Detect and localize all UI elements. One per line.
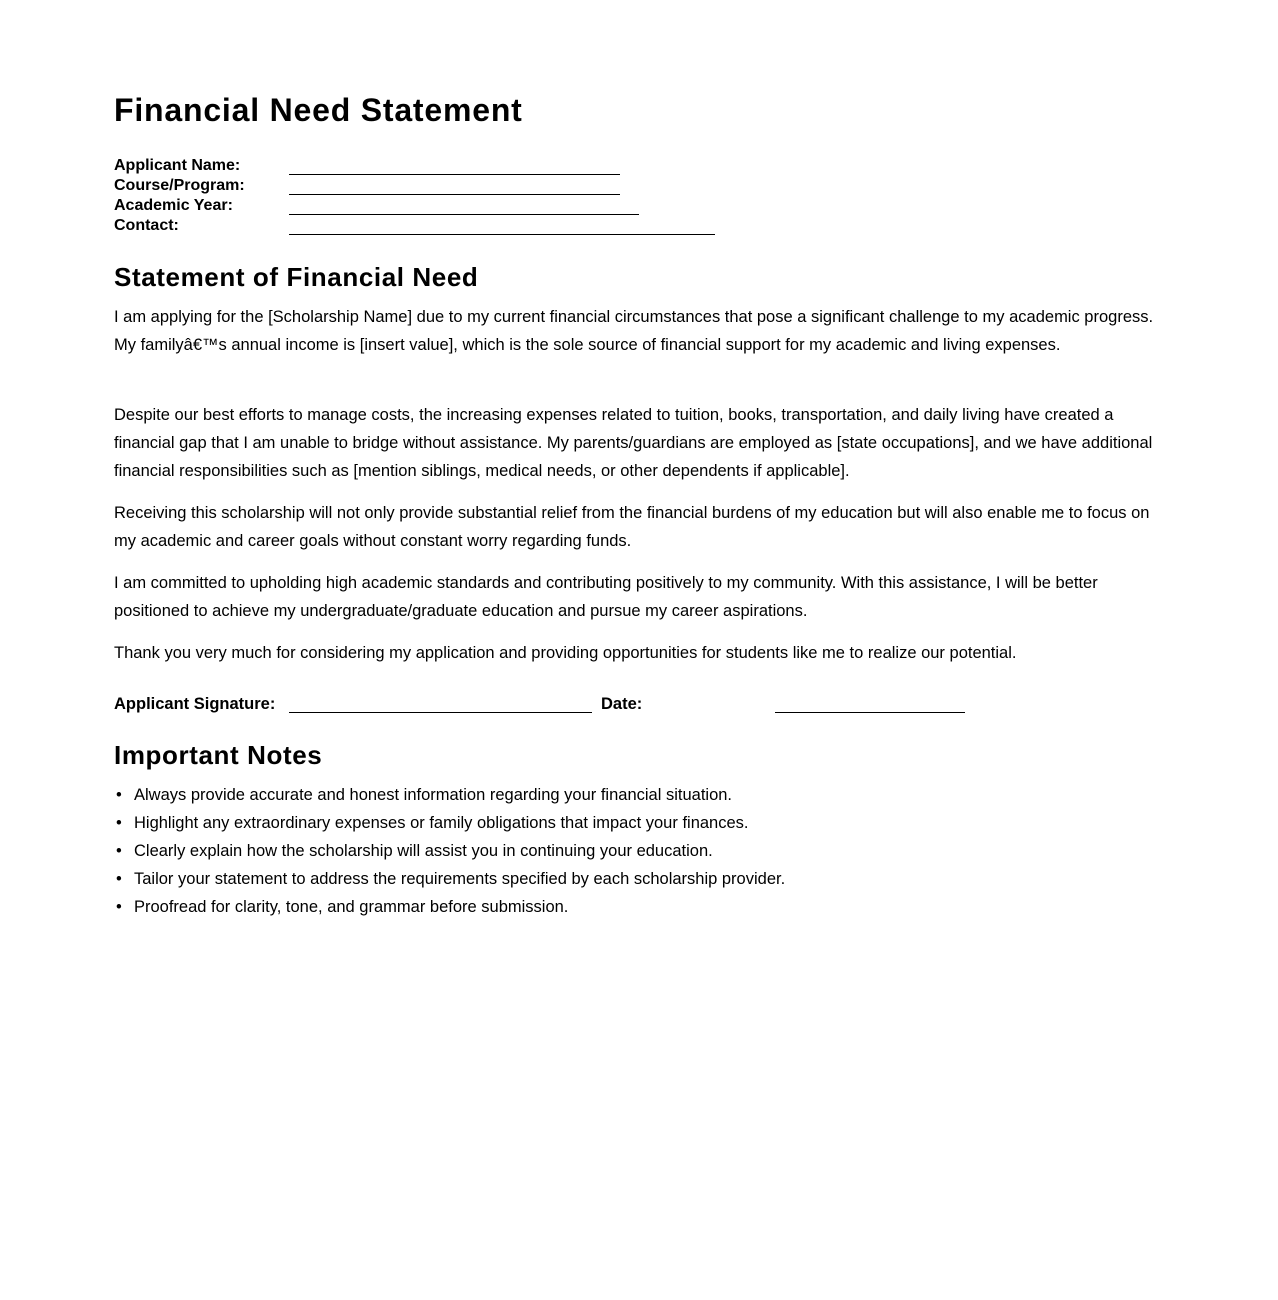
- applicant-name-row: [114, 156, 814, 176]
- list-item: [114, 837, 1174, 865]
- course-program-label: Course/Program:: [114, 177, 245, 194]
- bullet-icon: •: [116, 814, 122, 832]
- list-item: [114, 781, 1174, 809]
- document-title: Financial Need Statement: [114, 92, 523, 128]
- list-item: [114, 893, 1174, 921]
- applicant-name-label: Applicant Name:: [114, 157, 241, 174]
- note-text: Proofread for clarity, tone, and grammar before submission.: [134, 898, 569, 916]
- note-text: Tailor your statement to address the requirements specified by each scholarship provider.: [134, 870, 786, 888]
- bullet-icon: •: [116, 898, 122, 916]
- contact-label: Contact:: [114, 217, 179, 234]
- contact-row: [114, 216, 814, 236]
- notes-heading: Important Notes: [114, 740, 323, 770]
- statement-paragraph: I am applying for the [Scholarship Name] due to my current financial circumstances that pose a significant challenge to my academic progress. My familyâ€™s annual income is [insert value], which is the sole source of financial support for my academic and living expenses.: [114, 308, 1154, 354]
- bullet-icon: •: [116, 842, 122, 860]
- signature-row: [114, 692, 1014, 716]
- statement-paragraph: Despite our best efforts to manage costs, the increasing expenses related to tuition, books, transportation, and daily living have created a financial gap that I am unable to bridge without assistance. My parents/guardians are employed as [state occupations], and we have additional financial responsibilities such as [mention siblings, medical needs, or other dependents if applicable].: [114, 406, 1153, 480]
- applicant-name-line: [289, 174, 620, 175]
- statement-paragraph: Receiving this scholarship will not only provide substantial relief from the financial burdens of my education but will also enable me to focus on my academic and career goals without constant worry regarding funds.: [114, 504, 1150, 550]
- applicant-fields: [114, 156, 814, 236]
- applicant-signature-line: [289, 712, 592, 713]
- note-text: Always provide accurate and honest information regarding your financial situation.: [134, 786, 733, 804]
- bullet-icon: •: [116, 786, 122, 804]
- list-item: [114, 809, 1174, 837]
- statement-paragraph: Thank you very much for considering my application and providing opportunities for students like me to realize our potential.: [114, 644, 1017, 662]
- academic-year-row: [114, 196, 814, 216]
- academic-year-label: Academic Year:: [114, 197, 233, 214]
- statement-heading: Statement of Financial Need: [114, 262, 479, 292]
- academic-year-line: [289, 214, 639, 215]
- contact-line: [289, 234, 715, 235]
- notes-list: [114, 781, 1174, 921]
- bullet-icon: •: [116, 870, 122, 888]
- applicant-signature-label: Applicant Signature:: [114, 695, 276, 713]
- statement-paragraph: I am committed to upholding high academic standards and contributing positively to my community. With this assistance, I will be better positioned to achieve my undergraduate/graduate education and pursue my career aspirations.: [114, 574, 1098, 620]
- date-line: [775, 712, 965, 713]
- note-text: Clearly explain how the scholarship will assist you in continuing your education.: [134, 842, 713, 860]
- note-text: Highlight any extraordinary expenses or family obligations that impact your finances.: [134, 814, 749, 832]
- course-program-line: [289, 194, 620, 195]
- date-label: Date:: [601, 695, 643, 713]
- list-item: [114, 865, 1174, 893]
- course-program-row: [114, 176, 814, 196]
